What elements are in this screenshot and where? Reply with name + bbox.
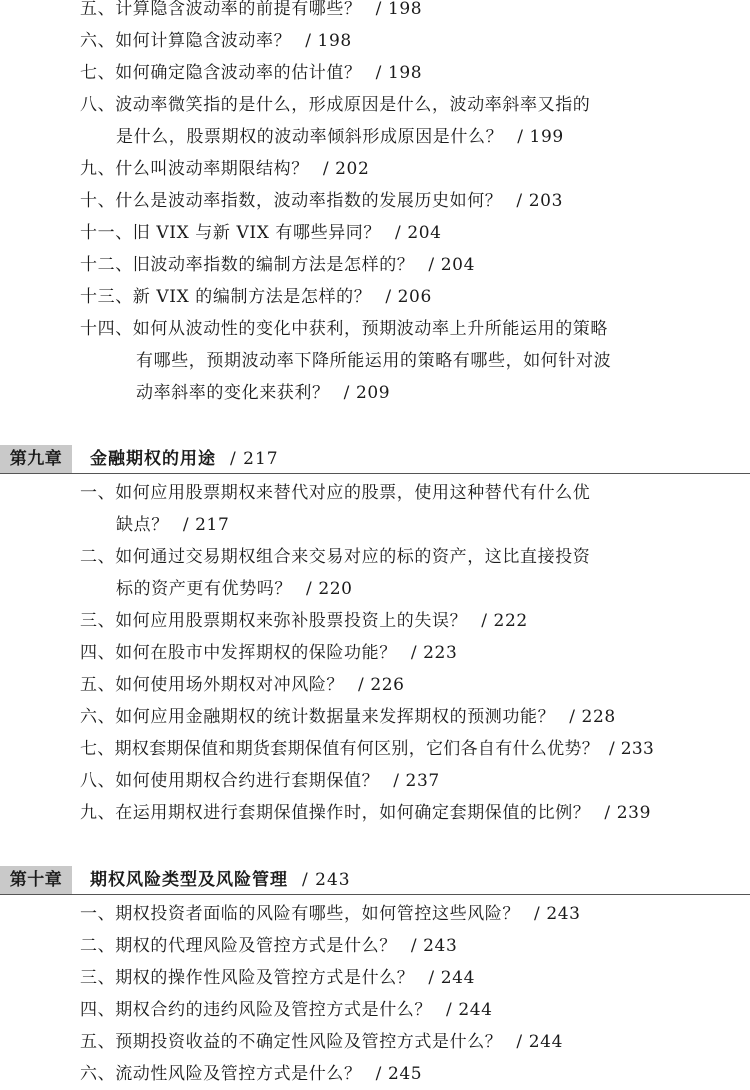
toc-page-number: / 239: [604, 803, 651, 823]
toc-entry: [80, 797, 651, 829]
toc-entry-text: 六、流动性风险及管控方式是什么？: [80, 1064, 362, 1084]
toc-entry: [80, 962, 475, 994]
toc-entry: [80, 898, 581, 930]
toc-entry-text: 九、在运用期权进行套期保值操作时，如何确定套期保值的比例？: [80, 803, 591, 823]
toc-page-number: / 198: [305, 31, 352, 51]
toc-entry: [80, 0, 422, 25]
chapter-heading: [0, 445, 750, 474]
toc-entry-text: 六、如何应用金融期权的统计数据量来发挥期权的预测功能？: [80, 707, 556, 727]
toc-entry: [80, 57, 422, 89]
toc-entry: [80, 217, 442, 249]
toc-entry-text: 八、波动率微笑指的是什么，形成原因是什么，波动率斜率又指的: [80, 95, 591, 115]
chapter-title-text: 期权风险类型及风险管理: [90, 870, 288, 890]
chapter-title: [90, 866, 351, 894]
chapter-page-number: / 217: [230, 449, 279, 469]
toc-page-number: / 222: [481, 611, 528, 631]
toc-page-number: / 243: [410, 936, 458, 956]
toc-entry: [80, 994, 493, 1026]
toc-entry-text: 十三、新 VIX 的编制方法是怎样的？: [80, 287, 372, 307]
toc-page-number: / 204: [395, 223, 442, 243]
toc-entry-text: 三、如何应用股票期权来弥补股票投资上的失误？: [80, 611, 468, 631]
chapter-title-text: 金融期权的用途: [90, 449, 216, 469]
toc-entry: [80, 313, 611, 409]
toc-entry-text: 七、期权套期保值和期货套期保值有何区别，它们各自有什么优势？: [80, 739, 599, 759]
toc-page-number: / 237: [393, 771, 440, 791]
toc-entry-text: 六、如何计算隐含波动率？: [80, 31, 292, 51]
toc-page-number: / 202: [322, 159, 370, 179]
toc-entry-text: 二、如何通过交易期权组合来交易对应的标的资产，这比直接投资: [80, 547, 591, 567]
toc-page-number: / 226: [358, 675, 405, 695]
toc-entry: [80, 249, 475, 281]
toc-entry-text: 四、期权合约的违约风险及管控方式是什么？: [80, 1000, 432, 1020]
toc-page-number: / 244: [446, 1000, 493, 1020]
toc-page-number: / 203: [516, 191, 563, 211]
toc-entry-text: 八、如何使用期权合约进行套期保值？: [80, 771, 380, 791]
chapter-heading: [0, 866, 750, 895]
toc-page-number: / 233: [609, 739, 655, 759]
toc-page-number: / 198: [375, 0, 423, 19]
toc-page-number: / 206: [385, 287, 432, 307]
toc-entry: [80, 765, 440, 797]
toc-entry-text: 是什么，股票期权的波动率倾斜形成原因是什么？: [116, 127, 504, 147]
toc-entry-text: 九、什么叫波动率期限结构？: [80, 159, 309, 179]
chapter-number: 第九章: [0, 445, 72, 473]
toc-entry: [80, 605, 528, 637]
toc-entry-text: 十二、旧波动率指数的编制方法是怎样的？: [80, 255, 415, 275]
toc-page-number: / 220: [306, 579, 353, 599]
toc-entry: [80, 541, 590, 605]
toc-entry: [80, 701, 616, 733]
chapter-number: 第十章: [0, 866, 72, 894]
toc-page-number: / 243: [534, 904, 581, 924]
toc-entry-text: 十、什么是波动率指数，波动率指数的发展历史如何？: [80, 191, 503, 211]
toc-entry-text: 有哪些，预期波动率下降所能运用的策略有哪些，如何针对波: [136, 351, 612, 371]
toc-page-number: / 223: [410, 643, 458, 663]
toc-entry: [80, 930, 457, 962]
toc-entry-text: 五、如何使用场外期权对冲风险？: [80, 675, 344, 695]
toc-entry-text: 七、如何确定隐含波动率的估计值？: [80, 63, 362, 83]
chapter-title: [90, 445, 279, 473]
toc-entry-text: 一、期权投资者面临的风险有哪些，如何管控这些风险？: [80, 904, 520, 924]
toc-entry: [80, 1026, 563, 1058]
toc-page-number: / 244: [428, 968, 475, 988]
toc-entry-text: 十一、旧 VIX 与新 VIX 有哪些异同？: [80, 223, 382, 243]
toc-page-number: / 244: [516, 1032, 563, 1052]
toc-entry-text: 二、期权的代理风险及管控方式是什么？: [80, 936, 397, 956]
toc-page-number: / 199: [517, 127, 564, 147]
toc-entry: [80, 637, 457, 669]
toc-entry: [80, 477, 590, 541]
toc-entry: [80, 281, 432, 313]
toc-entry: [80, 89, 590, 153]
toc-page-number: / 204: [428, 255, 475, 275]
toc-entry: [80, 185, 563, 217]
toc-entry-text: 缺点？: [116, 515, 169, 535]
toc-entry-text: 动率斜率的变化来获利？: [136, 383, 330, 403]
toc-entry-text: 十四、如何从波动性的变化中获利，预期波动率上升所能运用的策略: [80, 319, 608, 339]
toc-page-number: / 217: [182, 515, 230, 535]
chapter-page-number: / 243: [302, 870, 351, 890]
toc-entry-text: 一、如何应用股票期权来替代对应的股票，使用这种替代有什么优: [80, 483, 591, 503]
toc-entry-text: 三、期权的操作性风险及管控方式是什么？: [80, 968, 415, 988]
toc-entry-text: 五、计算隐含波动率的前提有哪些？: [80, 0, 362, 19]
toc-entry-text: 标的资产更有优势吗？: [116, 579, 292, 599]
toc-page-number: / 209: [343, 383, 391, 403]
toc-page-number: / 198: [375, 63, 423, 83]
toc-entry-text: 四、如何在股市中发挥期权的保险功能？: [80, 643, 397, 663]
toc-entry: [80, 153, 369, 185]
toc-entry-text: 五、预期投资收益的不确定性风险及管控方式是什么？: [80, 1032, 503, 1052]
toc-page-number: / 245: [375, 1064, 423, 1084]
toc-entry: [80, 1058, 422, 1090]
toc-entry: [80, 733, 654, 765]
toc-entry: [80, 669, 405, 701]
toc-page-number: / 228: [569, 707, 616, 727]
toc-entry: [80, 25, 352, 57]
